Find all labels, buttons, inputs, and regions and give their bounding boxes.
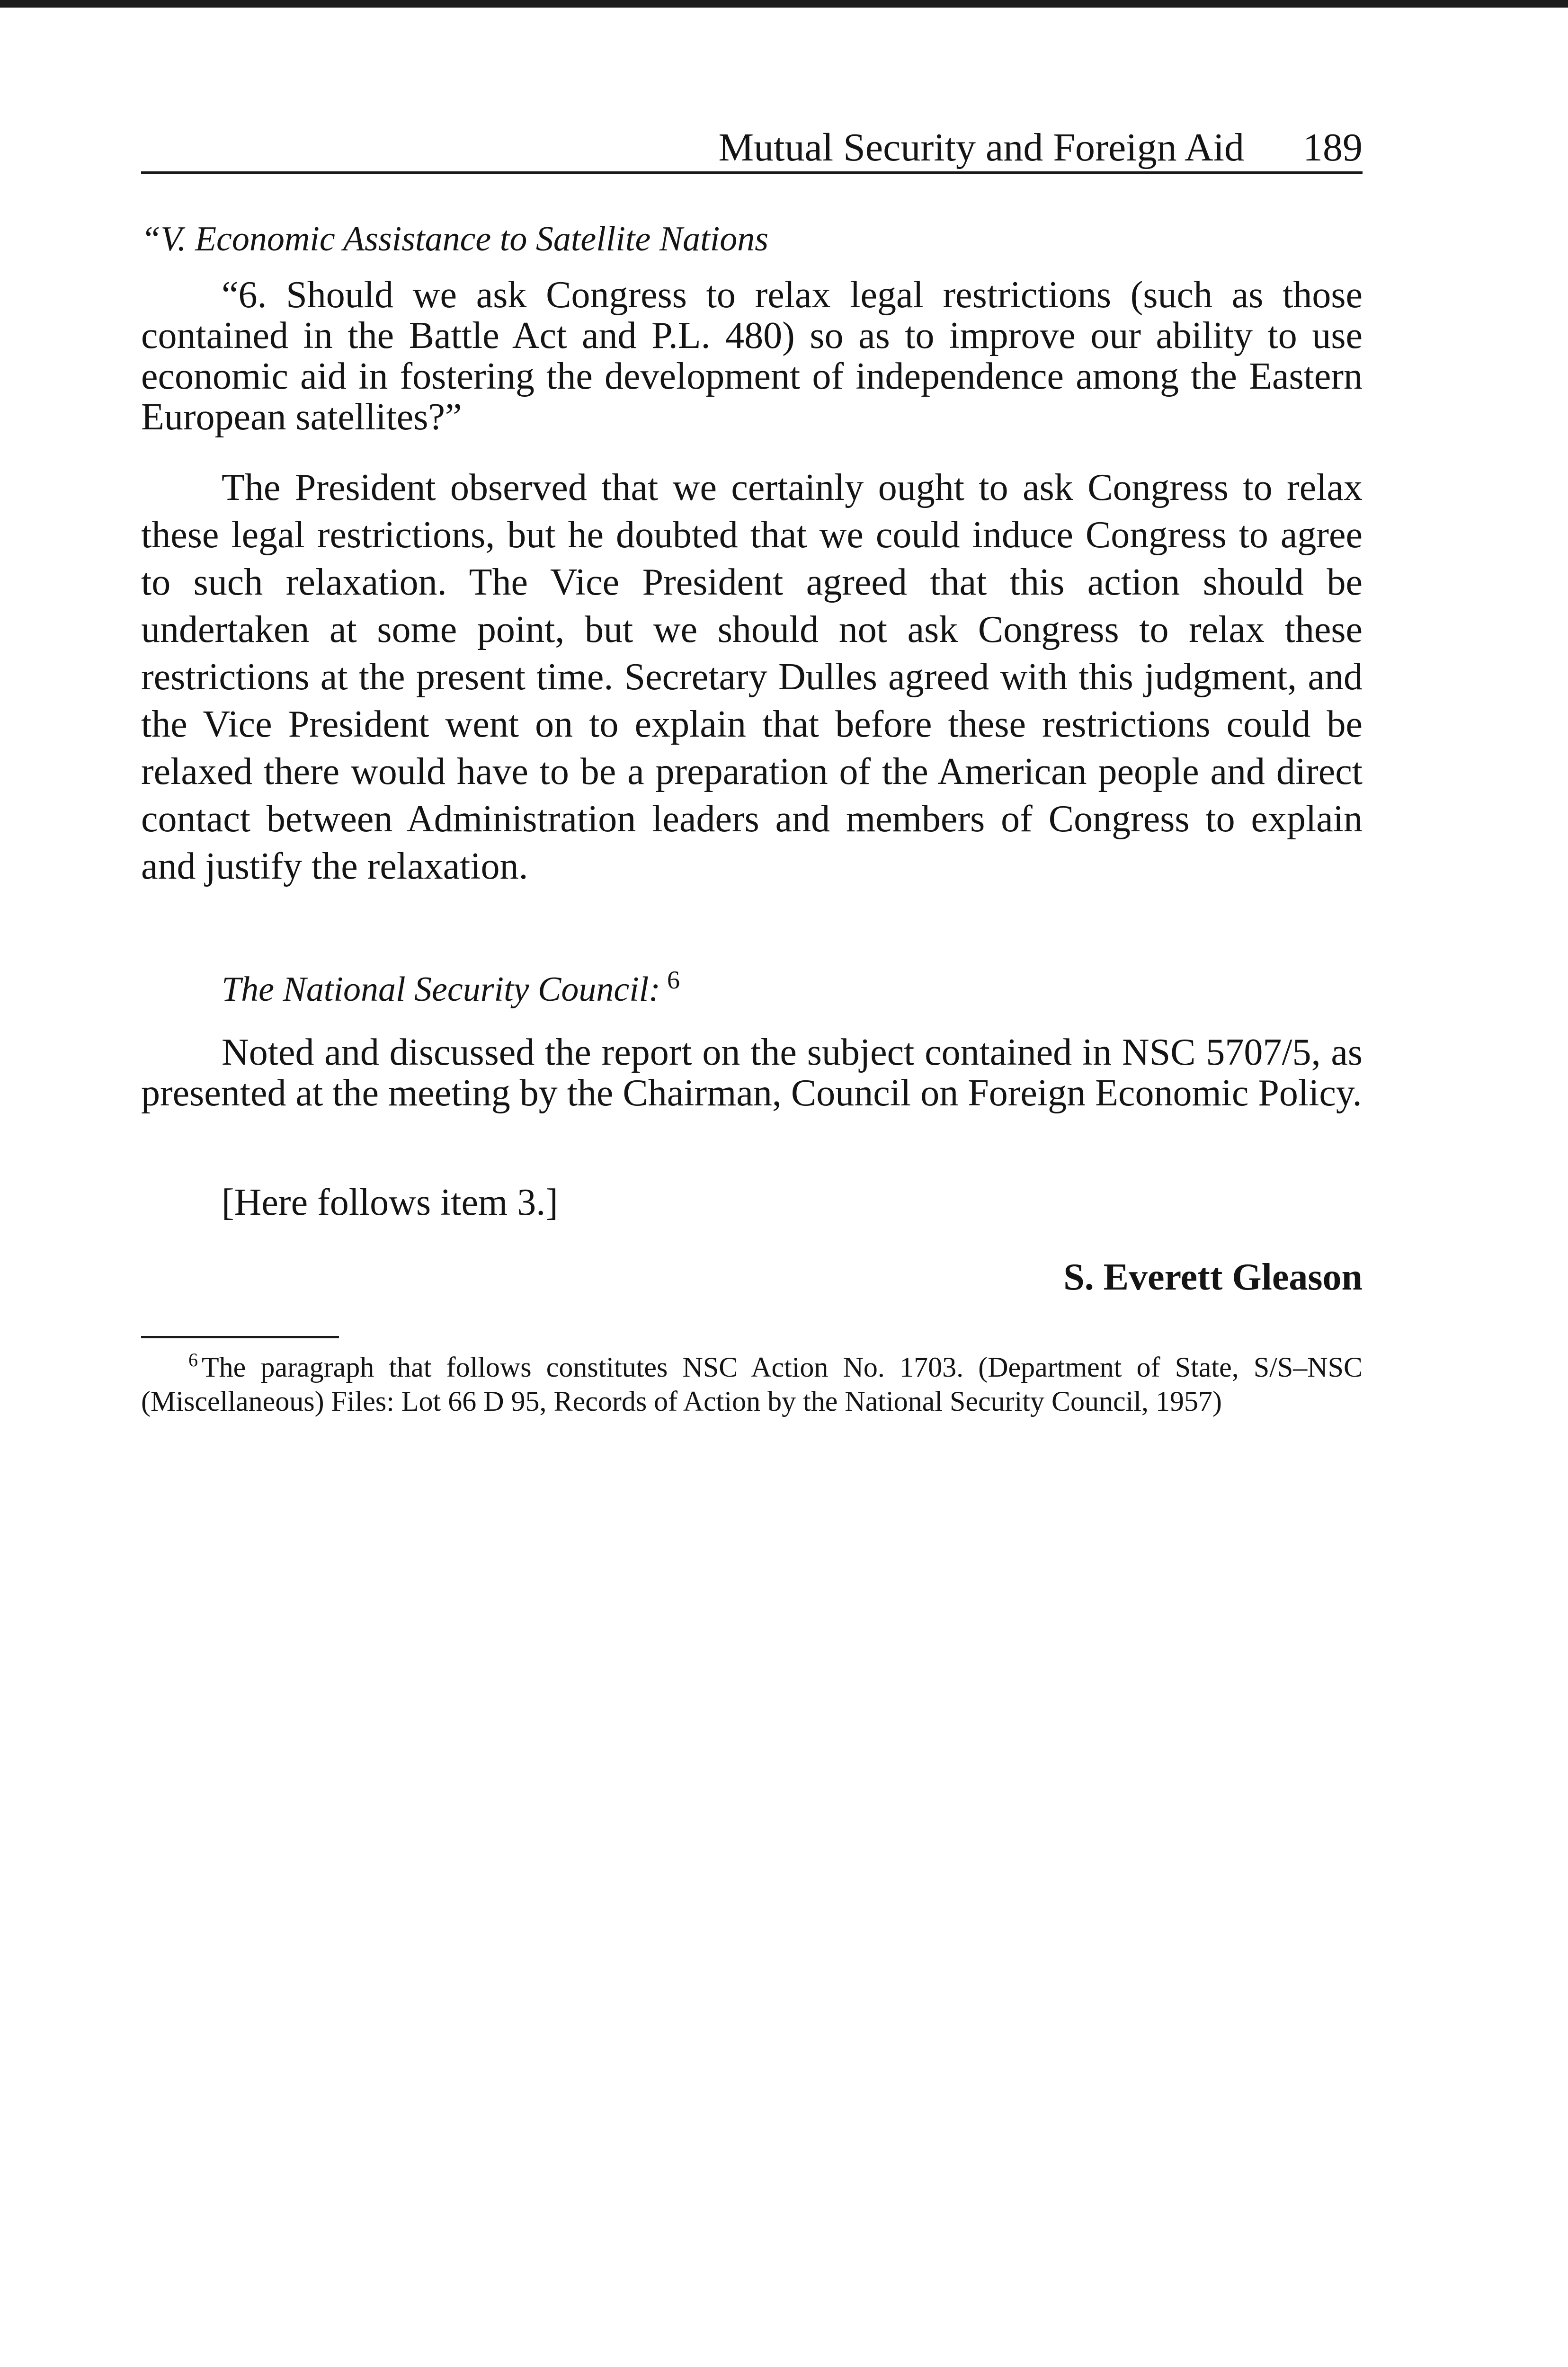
question-paragraph: “6. Should we ask Congress to relax legal restrictions (such as those contained in the Battle Act and P.L. 480) so as to improve our ability to use economic aid in fostering the development of independence among the Eastern European satellites?” [141,274,1363,438]
running-head-title: Mutual Security and Foreign Aid [718,125,1244,169]
footnote-reference: 6 [667,966,680,994]
action-paragraph: Noted and discussed the report on the subject contained in NSC 5707/5, as presented at the meeting by the Chairman, Council on Foreign Economic Policy. [141,1032,1363,1114]
footnote [141,1350,1363,1418]
page-number: 189 [1303,125,1363,169]
editorial-note: [Here follows item 3.] [222,1182,558,1223]
council-heading [222,966,680,1013]
footnote-text: The paragraph that follows constitutes NSC Action No. 1703. (Department of State, S/S–NSC (Miscellaneous) Files: Lot 66 D 95, Records of Action by the National Security Council, 1957) [141,1352,1363,1417]
discussion-paragraph: The President observed that we certainly ought to ask Congress to relax these legal restrictions, but he doubted that we could induce Congress to agree to such relaxation. The Vice President agreed that this action should be undertaken at some point, but we should not ask Congress to relax these restrictions at the present time. Secretary Dulles agreed with this judgment, and the Vice President went on to explain that before these restrictions could be relaxed there would have to be a preparation of the American people and direct contact between Administration leaders and members of Congress to explain and justify the relaxation. [141,467,1363,887]
page-top-edge [0,0,1568,8]
signature: S. Everett Gleason [1063,1256,1363,1298]
footnote-rule [141,1336,339,1338]
footnote-marker: 6 [188,1349,198,1370]
council-heading-text: The National Security Council: [222,970,660,1009]
running-head [141,124,1363,174]
section-heading: “V. Economic Assistance to Satellite Nations [141,220,769,258]
